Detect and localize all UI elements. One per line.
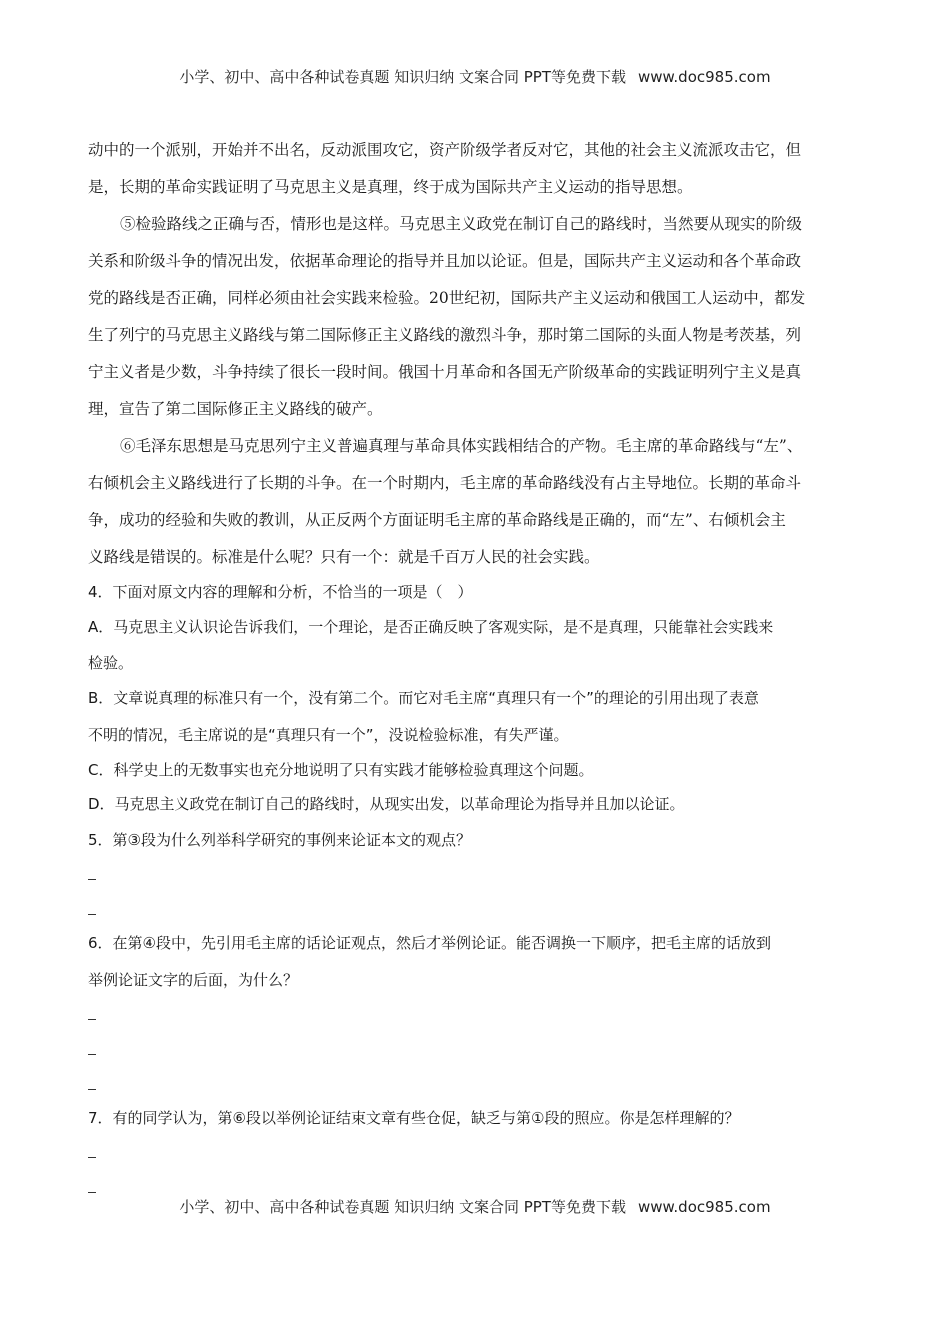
answer-blank[interactable]: [88, 1019, 96, 1020]
footer-banner-url: www.doc985.com: [637, 1198, 771, 1216]
header-banner: [0, 66, 950, 87]
footer-banner: [0, 1196, 950, 1217]
paragraph-5-line: 党的路线是否正确，同样必须由社会实践来检验。20世纪初，国际共产主义运动和俄国工人运动中，都发: [88, 289, 806, 307]
question-4-option-c: C．科学史上的无数事实也充分地说明了只有实践才能够检验真理这个问题。: [88, 761, 594, 779]
question-4-option-b: B．文章说真理的标准只有一个，没有第二个。而它对毛主席“真理只有一个”的理论的引用出现了表意: [88, 689, 759, 707]
header-banner-url: www.doc985.com: [637, 68, 771, 86]
paragraph-6-line: ⑥毛泽东思想是马克思列宁主义普遍真理与革命具体实践相结合的产物。毛主席的革命路线与“左”、: [120, 437, 803, 455]
paragraph-5-line: 生了列宁的马克思主义路线与第二国际修正主义路线的激烈斗争，那时第二国际的头面人物是考茨基，列: [88, 326, 802, 344]
answer-blank[interactable]: [88, 879, 96, 880]
question-4-stem: 4．下面对原文内容的理解和分析，不恰当的一项是（ ）: [88, 583, 473, 601]
answer-blank[interactable]: [88, 1192, 96, 1193]
header-banner-text: 小学、初中、高中各种试卷真题 知识归纳 文案合同 PPT等免费下载: [179, 68, 626, 86]
question-7-stem: 7．有的同学认为，第⑥段以举例论证结束文章有些仓促，缺乏与第①段的照应。你是怎样理解的？: [88, 1109, 740, 1127]
passage-line: 动中的一个派别，开始并不出名，反动派围攻它，资产阶级学者反对它，其他的社会主义流派攻击它，但: [88, 141, 802, 159]
paragraph-5-line: 宁主义者是少数，斗争持续了很长一段时间。俄国十月革命和各国无产阶级革命的实践证明列宁主义是真: [88, 363, 802, 381]
passage-line: 是，长期的革命实践证明了马克思主义是真理，终于成为国际共产主义运动的指导思想。: [88, 178, 693, 196]
question-4-option-d: D．马克思主义政党在制订自己的路线时，从现实出发，以革命理论为指导并且加以论证。: [88, 795, 685, 813]
paragraph-5-line: ⑤检验路线之正确与否，情形也是这样。马克思主义政党在制订自己的路线时，当然要从现实的阶级: [120, 215, 803, 233]
paragraph-6-line: 争，成功的经验和失败的教训，从正反两个方面证明毛主席的革命路线是正确的，而“左”、右倾机会主: [88, 511, 786, 529]
paragraph-5-line: 关系和阶级斗争的情况出发，依据革命理论的指导并且加以论证。但是，国际共产主义运动和各个革命政: [88, 252, 802, 270]
answer-blank[interactable]: [88, 1157, 96, 1158]
question-6-stem: 6．在第④段中，先引用毛主席的话论证观点，然后才举例论证。能否调换一下顺序，把毛主席的话放到: [88, 934, 771, 952]
answer-blank[interactable]: [88, 914, 96, 915]
question-5-stem: 5．第③段为什么列举科学研究的事例来论证本文的观点？: [88, 831, 471, 849]
footer-banner-text: 小学、初中、高中各种试卷真题 知识归纳 文案合同 PPT等免费下载: [179, 1198, 626, 1216]
paragraph-5-line: 理，宣告了第二国际修正主义路线的破产。: [88, 400, 383, 418]
answer-blank[interactable]: [88, 1054, 96, 1055]
answer-blank[interactable]: [88, 1089, 96, 1090]
question-4-option-b-cont: 不明的情况，毛主席说的是“真理只有一个”，没说检验标准，有失严谨。: [88, 726, 569, 744]
question-6-stem-cont: 举例论证文字的后面，为什么？: [88, 971, 299, 989]
paragraph-6-line: 右倾机会主义路线进行了长期的斗争。在一个时期内，毛主席的革命路线没有占主导地位。长期的革命斗: [88, 474, 802, 492]
question-4-option-a-cont: 检验。: [88, 654, 134, 672]
question-4-option-a: A．马克思主义认识论告诉我们，一个理论，是否正确反映了客观实际，是不是真理，只能靠社会实践来: [88, 618, 774, 636]
paragraph-6-line: 义路线是错误的。标准是什么呢？只有一个：就是千百万人民的社会实践。: [88, 548, 600, 566]
